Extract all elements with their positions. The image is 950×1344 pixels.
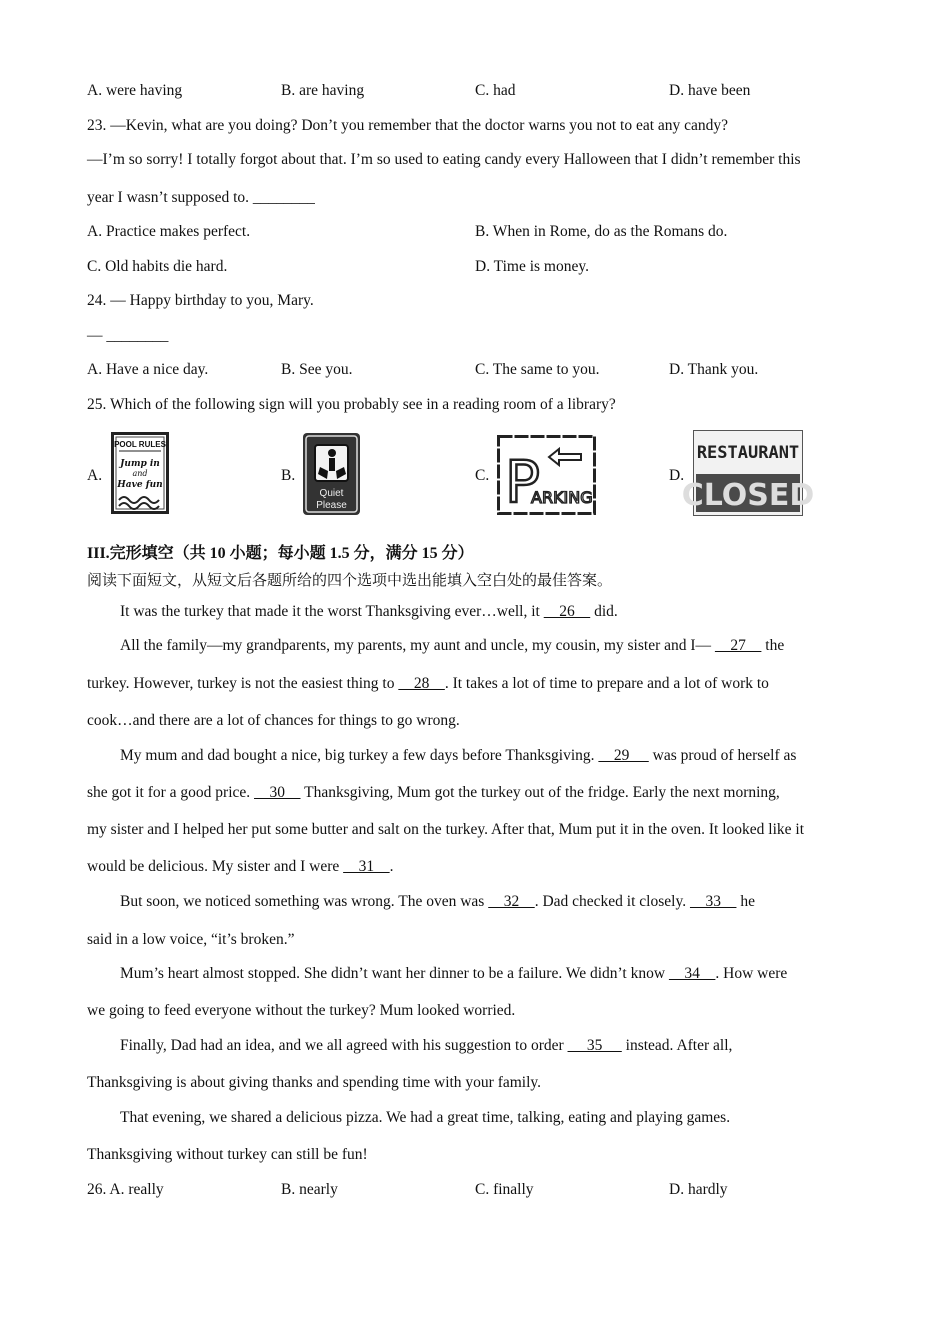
pool-sign-line1: Jump in [120, 459, 160, 469]
q24-option-c: C. The same to you. [475, 361, 600, 378]
passage-p5-line2: we going to feed everyone without the turkey? Mum looked worried. [87, 1002, 516, 1019]
q22-option-d: D. have been [669, 82, 751, 99]
blank-31: 31 [343, 858, 390, 875]
pool-rules-sign-image [111, 432, 169, 514]
passage-p2-line1: All the family—my grandparents, my parents, my aunt and uncle, my cousin, my sister and I— 27 the [120, 637, 785, 654]
q25-label-d: D. [669, 467, 685, 484]
q23-option-a: A. Practice makes perfect. [87, 223, 251, 240]
passage-p3-line4: would be delicious. My sister and I were 31 . [87, 858, 394, 875]
q22-option-c: C. had [475, 82, 516, 99]
parking-sign-image [497, 435, 596, 515]
q23-option-b: B. When in Rome, do as the Romans do. [475, 223, 728, 240]
passage-p7-line2: Thanksgiving without turkey can still be fun! [87, 1146, 368, 1163]
q23-option-d: D. Time is money. [475, 258, 589, 275]
blank-34: 34 [668, 965, 716, 982]
quiet-sign-line1: Quiet [319, 488, 344, 499]
q26-option-c: C. finally [475, 1181, 534, 1198]
q24-option-d: D. Thank you. [669, 361, 759, 378]
q23-reply-line1: —I’m so sorry! I totally forgot about that. I’m so used to eating candy every Halloween that I didn’t remember this [87, 151, 801, 168]
blank-28: 28 [398, 675, 445, 692]
q25-label-c: C. [475, 467, 490, 484]
q22-option-a: A. were having [87, 82, 183, 99]
passage-p1: It was the turkey that made it the worst Thanksgiving ever…well, it 26 did. [120, 603, 618, 620]
pool-sign-title: POOL RULES [114, 440, 166, 449]
blank-33: 33 [689, 893, 737, 910]
passage-p5-line1: Mum’s heart almost stopped. She didn’t want her dinner to be a failure. We didn’t know 34 . How were [120, 965, 788, 982]
q24-stem: 24. — Happy birthday to you, Mary. [87, 292, 314, 309]
restaurant-sign-bottom: CLOSED [681, 478, 815, 513]
passage-p4-line1: But soon, we noticed something was wrong. The oven was 32 . Dad checked it closely. 33 he [120, 893, 755, 910]
passage-p2-line2: turkey. However, turkey is not the easiest thing to 28 . It takes a lot of time to prepare and a lot of work to [87, 675, 769, 692]
passage-p7-line1: That evening, we shared a delicious pizza. We had a great time, talking, eating and playing games. [120, 1109, 731, 1126]
q24-option-b: B. See you. [281, 361, 353, 378]
passage-p6-line1: Finally, Dad had an idea, and we all agreed with his suggestion to order 35 instead. After all, [120, 1037, 733, 1054]
q25-stem: 25. Which of the following sign will you probably see in a reading room of a library? [87, 396, 616, 413]
passage-p3-line2: she got it for a good price. 30 Thanksgiving, Mum got the turkey out of the fridge. Early the next morning, [87, 784, 780, 801]
blank-30: 30 [254, 784, 301, 801]
q26-option-b: B. nearly [281, 1181, 338, 1198]
parking-sign-text: ARKING [531, 488, 593, 507]
blank-29: 29 [598, 747, 649, 764]
passage-p2-line3: cook…and there are a lot of chances for things to go wrong. [87, 712, 460, 729]
q24-option-a: A. Have a nice day. [87, 361, 209, 378]
pool-sign-line2: and [132, 469, 148, 478]
restaurant-closed-sign-image [681, 430, 815, 516]
parking-sign-p: P [505, 448, 540, 516]
q23-option-c: C. Old habits die hard. [87, 258, 228, 275]
section-3-instruction: 阅读下面短文，从短文后各题所给的四个选项中选出能填入空白处的最佳答案。 [87, 573, 613, 589]
section-3-heading: III.完形填空（共 10 小题；每小题 1.5 分，满分 15 分） [87, 545, 474, 562]
q25-label-b: B. [281, 467, 296, 484]
passage-p3-line1: My mum and dad bought a nice, big turkey a few days before Thanksgiving. 29 was proud of herself as [120, 747, 797, 764]
q22-option-b: B. are having [281, 82, 365, 99]
blank-27: 27 [714, 637, 762, 654]
q24-reply: — ________ [87, 327, 169, 344]
q25-label-a: A. [87, 467, 103, 484]
blank-32: 32 [488, 893, 535, 910]
restaurant-sign-top: RESTAURANT [696, 443, 800, 463]
blank-35: 35 [567, 1037, 622, 1054]
q23-reply-line2: year I wasn’t supposed to. ________ [87, 189, 315, 206]
pool-sign-line3: Have fun [117, 480, 163, 490]
passage-p3-line3: my sister and I helped her put some butter and salt on the turkey. After that, Mum put it in the oven. It looked like it [87, 821, 805, 838]
blank-26: 26 [543, 603, 591, 620]
passage-p4-line2: said in a low voice, “it’s broken.” [87, 931, 295, 948]
q26-option-d: D. hardly [669, 1181, 728, 1198]
quiet-sign-line2: Please [316, 500, 347, 511]
q23-stem: 23. —Kevin, what are you doing? Don’t you remember that the doctor warns you not to eat any candy? [87, 117, 729, 134]
quiet-please-sign-image [303, 433, 360, 515]
passage-p6-line2: Thanksgiving is about giving thanks and spending time with your family. [87, 1074, 542, 1091]
q26-option-a: 26. A. really [87, 1181, 164, 1198]
